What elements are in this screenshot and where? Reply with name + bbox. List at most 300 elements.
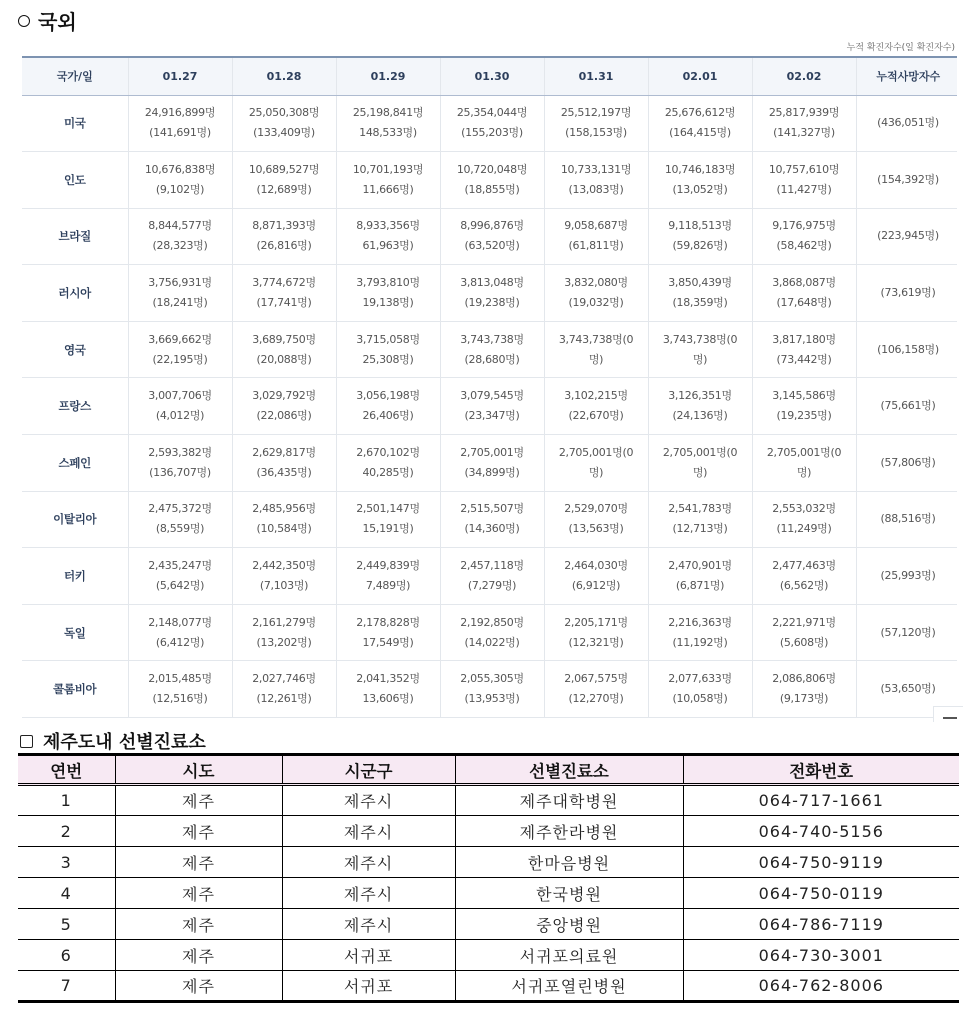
cumulative-deaths: (106,158명) (856, 321, 957, 378)
cumulative-cases: 2,475,372명 (148, 502, 212, 516)
daily-new-cases: (136,707명) (149, 465, 211, 479)
column-header: 국가/일 (22, 57, 128, 95)
column-header: 02.01 (648, 57, 752, 95)
province: 제주 (115, 940, 282, 971)
daily-cases-cell (232, 208, 336, 265)
daily-new-cases: (6,412명) (155, 635, 205, 649)
daily-new-cases: (12,689명) (256, 182, 312, 196)
daily-cases-cell (544, 321, 648, 378)
daily-cases-cell (336, 95, 440, 152)
daily-new-cases: (24,136명) (672, 409, 728, 423)
cumulative-cases: 2,553,032명 (772, 502, 836, 516)
country-name: 독일 (22, 604, 128, 661)
checkbox-square-icon (20, 735, 33, 748)
province: 제주 (115, 816, 282, 847)
daily-new-cases: (158,153명) (565, 126, 627, 140)
clinic-section-title-text: 제주도내 선별진료소 (43, 732, 206, 753)
daily-new-cases: 15,191명) (362, 522, 414, 536)
daily-cases-cell (128, 604, 232, 661)
cumulative-cases: 2,205,171명 (564, 615, 628, 629)
daily-cases-cell (440, 208, 544, 265)
cumulative-cases: 2,086,806명 (772, 672, 836, 686)
cumulative-cases: 2,705,001명(0 (558, 445, 634, 459)
daily-cases-cell (544, 435, 648, 492)
cumulative-cases: 3,056,198명 (356, 389, 420, 403)
daily-cases-cell (544, 491, 648, 548)
country-name: 인도 (22, 152, 128, 209)
city: 제주시 (282, 816, 455, 847)
cumulative-cases: 24,916,899명 (144, 106, 216, 120)
daily-cases-cell (544, 604, 648, 661)
daily-new-cases: (18,855명) (464, 182, 520, 196)
section-title-overseas (18, 6, 77, 35)
daily-new-cases: (7,279명) (467, 579, 517, 593)
daily-new-cases: (22,195명) (152, 352, 208, 366)
daily-cases-cell (336, 604, 440, 661)
cumulative-cases: 8,871,393명 (252, 219, 316, 233)
cumulative-cases: 10,720,048명 (456, 162, 528, 176)
daily-new-cases: (17,741명) (256, 296, 312, 310)
table-row (22, 265, 957, 322)
overseas-cases-table (22, 56, 957, 718)
daily-cases-cell (232, 661, 336, 718)
cumulative-cases: 25,354,044명 (456, 106, 528, 120)
cumulative-cases: 2,442,350명 (252, 559, 316, 573)
daily-cases-cell (128, 435, 232, 492)
cumulative-cases: 2,705,001명 (460, 445, 524, 459)
daily-new-cases: 명) (796, 465, 812, 479)
cumulative-cases: 10,746,183명 (664, 162, 736, 176)
clinic-column-header: 연번 (18, 755, 115, 785)
daily-cases-cell (648, 152, 752, 209)
cumulative-deaths: (73,619명) (856, 265, 957, 322)
clinic-name: 한국병원 (455, 878, 683, 909)
table-header-row (22, 57, 957, 95)
cumulative-cases: 2,501,147명 (356, 502, 420, 516)
daily-new-cases: (58,462명) (776, 239, 832, 253)
column-header: 02.02 (752, 57, 856, 95)
phone-number: 064-750-9119 (683, 847, 959, 878)
daily-cases-cell (544, 548, 648, 605)
cumulative-cases: 2,148,077명 (148, 615, 212, 629)
daily-cases-cell (544, 95, 648, 152)
daily-new-cases: 명) (692, 465, 708, 479)
daily-cases-cell (544, 661, 648, 718)
cumulative-deaths: (154,392명) (856, 152, 957, 209)
cumulative-cases: 2,477,463명 (772, 559, 836, 573)
circle-bullet-icon (18, 15, 30, 27)
cumulative-cases: 3,029,792명 (252, 389, 316, 403)
cumulative-cases: 10,701,193명 (352, 162, 424, 176)
clinic-column-header: 시군구 (282, 755, 455, 785)
row-number: 2 (18, 816, 115, 847)
daily-new-cases: 26,406명) (362, 409, 414, 423)
daily-new-cases: (20,088명) (256, 352, 312, 366)
daily-cases-cell (128, 321, 232, 378)
cumulative-cases: 10,689,527명 (248, 162, 320, 176)
row-number: 5 (18, 909, 115, 940)
daily-cases-cell (752, 548, 856, 605)
daily-cases-cell (336, 548, 440, 605)
daily-new-cases: (23,347명) (464, 409, 520, 423)
daily-cases-cell (648, 491, 752, 548)
table-row (22, 604, 957, 661)
table-row (22, 152, 957, 209)
daily-cases-cell (648, 208, 752, 265)
cumulative-cases: 3,832,080명 (564, 276, 628, 290)
cumulative-cases: 2,192,850명 (460, 615, 524, 629)
daily-cases-cell (752, 152, 856, 209)
daily-cases-cell (440, 265, 544, 322)
city: 제주시 (282, 785, 455, 816)
daily-new-cases: (13,083명) (568, 182, 624, 196)
daily-cases-cell (752, 604, 856, 661)
cumulative-deaths: (57,120명) (856, 604, 957, 661)
clinic-row (18, 847, 959, 878)
daily-new-cases: (12,321명) (568, 635, 624, 649)
daily-new-cases: (10,584명) (256, 522, 312, 536)
city: 제주시 (282, 878, 455, 909)
phone-number: 064-750-0119 (683, 878, 959, 909)
cumulative-cases: 3,689,750명 (252, 332, 316, 346)
daily-new-cases: (5,608명) (779, 635, 829, 649)
clinic-row (18, 878, 959, 909)
city: 제주시 (282, 847, 455, 878)
daily-cases-cell (128, 548, 232, 605)
daily-new-cases: (26,816명) (256, 239, 312, 253)
cumulative-cases: 2,457,118명 (460, 559, 524, 573)
daily-new-cases: (73,442명) (776, 352, 832, 366)
daily-new-cases: (141,327명) (773, 126, 835, 140)
cumulative-cases: 2,529,070명 (564, 502, 628, 516)
cumulative-cases: 3,868,087명 (772, 276, 836, 290)
cumulative-cases: 2,705,001명(0 (766, 445, 842, 459)
cumulative-cases: 25,050,308명 (248, 106, 320, 120)
clinic-row (18, 940, 959, 971)
cumulative-cases: 2,015,485명 (148, 672, 212, 686)
cumulative-cases: 2,485,956명 (252, 502, 316, 516)
table-row (22, 208, 957, 265)
daily-new-cases: (19,238명) (464, 296, 520, 310)
daily-cases-cell (232, 491, 336, 548)
column-header: 01.28 (232, 57, 336, 95)
cumulative-cases: 3,007,706명 (148, 389, 212, 403)
cumulative-cases: 2,629,817명 (252, 445, 316, 459)
daily-new-cases: (13,953명) (464, 692, 520, 706)
table-row (22, 378, 957, 435)
daily-cases-cell (128, 95, 232, 152)
country-name: 영국 (22, 321, 128, 378)
province: 제주 (115, 847, 282, 878)
daily-cases-cell (648, 265, 752, 322)
daily-new-cases: (11,192명) (672, 635, 728, 649)
daily-new-cases: 40,285명) (362, 465, 414, 479)
cumulative-cases: 2,077,633명 (668, 672, 732, 686)
daily-new-cases: (22,086명) (256, 409, 312, 423)
daily-new-cases: (11,427명) (776, 182, 832, 196)
daily-cases-cell (648, 435, 752, 492)
province: 제주 (115, 909, 282, 940)
city: 서귀포 (282, 940, 455, 971)
daily-new-cases: (12,261명) (256, 692, 312, 706)
daily-cases-cell (128, 265, 232, 322)
daily-cases-cell (752, 95, 856, 152)
column-header: 01.31 (544, 57, 648, 95)
daily-new-cases: (28,323명) (152, 239, 208, 253)
daily-cases-cell (752, 378, 856, 435)
cumulative-cases: 10,757,610명 (768, 162, 840, 176)
daily-new-cases: (10,058명) (672, 692, 728, 706)
daily-new-cases: (155,203명) (461, 126, 523, 140)
daily-new-cases: (14,360명) (464, 522, 520, 536)
clinic-name: 중앙병원 (455, 909, 683, 940)
daily-new-cases: (5,642명) (155, 579, 205, 593)
daily-new-cases: (36,435명) (256, 465, 312, 479)
cumulative-deaths: (223,945명) (856, 208, 957, 265)
column-header: 01.27 (128, 57, 232, 95)
daily-cases-cell (232, 321, 336, 378)
phone-number: 064-730-3001 (683, 940, 959, 971)
daily-new-cases: (9,102명) (155, 182, 205, 196)
daily-cases-cell (648, 95, 752, 152)
daily-cases-cell (752, 661, 856, 718)
daily-new-cases: 명) (588, 465, 604, 479)
cumulative-cases: 25,198,841명 (352, 106, 424, 120)
cumulative-cases: 8,933,356명 (356, 219, 420, 233)
cumulative-cases: 9,058,687명 (564, 219, 628, 233)
cumulative-cases: 9,176,975명 (772, 219, 836, 233)
daily-new-cases: (12,713명) (672, 522, 728, 536)
daily-new-cases: 13,606명) (362, 692, 414, 706)
daily-cases-cell (128, 152, 232, 209)
cumulative-cases: 3,850,439명 (668, 276, 732, 290)
cumulative-cases: 3,715,058명 (356, 332, 420, 346)
daily-new-cases: (59,826명) (672, 239, 728, 253)
cumulative-cases: 9,118,513명 (668, 219, 732, 233)
daily-new-cases: 61,963명) (362, 239, 414, 253)
overseas-cases-table-container[interactable] (22, 56, 957, 718)
country-name: 미국 (22, 95, 128, 152)
row-number: 1 (18, 785, 115, 816)
country-name: 프랑스 (22, 378, 128, 435)
daily-cases-cell (648, 321, 752, 378)
daily-new-cases: (19,235명) (776, 409, 832, 423)
cumulative-cases: 2,221,971명 (772, 615, 836, 629)
cumulative-cases: 3,079,545명 (460, 389, 524, 403)
row-number: 7 (18, 971, 115, 1002)
clinic-column-header: 시도 (115, 755, 282, 785)
cumulative-cases: 3,126,351명 (668, 389, 732, 403)
cumulative-cases: 3,145,586명 (772, 389, 836, 403)
daily-new-cases: (34,899명) (464, 465, 520, 479)
table-row (22, 548, 957, 605)
daily-cases-cell (544, 265, 648, 322)
daily-cases-cell (544, 152, 648, 209)
daily-new-cases: (19,032명) (568, 296, 624, 310)
cumulative-cases: 3,669,662명 (148, 332, 212, 346)
daily-new-cases: 11,666명) (362, 182, 414, 196)
column-header: 누적사망자수 (856, 57, 957, 95)
column-header: 01.29 (336, 57, 440, 95)
cumulative-cases: 2,705,001명(0 (662, 445, 738, 459)
phone-number: 064-762-8006 (683, 971, 959, 1002)
daily-new-cases: (141,691명) (149, 126, 211, 140)
daily-cases-cell (232, 548, 336, 605)
daily-new-cases: (12,270명) (568, 692, 624, 706)
daily-new-cases: 7,489명) (365, 579, 411, 593)
daily-new-cases: (6,562명) (779, 579, 829, 593)
clinic-row (18, 971, 959, 1002)
table-row (22, 661, 957, 718)
cumulative-deaths: (436,051명) (856, 95, 957, 152)
daily-cases-cell (648, 661, 752, 718)
daily-new-cases: (12,516명) (152, 692, 208, 706)
clinic-row (18, 816, 959, 847)
clinic-name: 서귀포열린병원 (455, 971, 683, 1002)
daily-new-cases: (8,559명) (155, 522, 205, 536)
cumulative-cases: 25,676,612명 (664, 106, 736, 120)
clinic-row (18, 785, 959, 816)
cumulative-cases: 2,067,575명 (564, 672, 628, 686)
daily-cases-cell (128, 661, 232, 718)
cumulative-cases: 10,733,131명 (560, 162, 632, 176)
daily-cases-cell (128, 208, 232, 265)
cumulative-cases: 3,756,931명 (148, 276, 212, 290)
column-header: 01.30 (440, 57, 544, 95)
daily-cases-cell (232, 378, 336, 435)
cumulative-cases: 3,817,180명 (772, 332, 836, 346)
daily-cases-cell (440, 548, 544, 605)
table-row (22, 435, 957, 492)
cumulative-cases: 3,743,738명 (460, 332, 524, 346)
clinic-table (18, 753, 959, 1003)
table-row (22, 491, 957, 548)
daily-cases-cell (336, 208, 440, 265)
cumulative-cases: 2,515,507명 (460, 502, 524, 516)
daily-cases-cell (544, 378, 648, 435)
cumulative-cases: 2,161,279명 (252, 615, 316, 629)
cumulative-deaths: (25,993명) (856, 548, 957, 605)
daily-cases-cell (752, 435, 856, 492)
daily-cases-cell (128, 491, 232, 548)
daily-new-cases: 17,549명) (362, 635, 414, 649)
daily-cases-cell (440, 95, 544, 152)
cumulative-cases: 8,844,577명 (148, 219, 212, 233)
daily-cases-cell (648, 548, 752, 605)
daily-new-cases: 19,138명) (362, 296, 414, 310)
table-row (22, 321, 957, 378)
row-number: 4 (18, 878, 115, 909)
cumulative-deaths: (57,806명) (856, 435, 957, 492)
clinic-column-header: 전화번호 (683, 755, 959, 785)
daily-new-cases: (9,173명) (779, 692, 829, 706)
daily-cases-cell (336, 491, 440, 548)
daily-cases-cell (336, 378, 440, 435)
table-row (22, 95, 957, 152)
cumulative-cases: 8,996,876명 (460, 219, 524, 233)
cumulative-cases: 3,793,810명 (356, 276, 420, 290)
daily-cases-cell (232, 95, 336, 152)
country-name: 터키 (22, 548, 128, 605)
phone-number: 064-740-5156 (683, 816, 959, 847)
daily-new-cases: (22,670명) (568, 409, 624, 423)
cumulative-cases: 3,813,048명 (460, 276, 524, 290)
cumulative-cases: 2,027,746명 (252, 672, 316, 686)
daily-new-cases: (133,409명) (253, 126, 315, 140)
clinic-name: 제주한라병원 (455, 816, 683, 847)
section-title-text: 국외 (38, 10, 77, 34)
cumulative-cases: 2,041,352명 (356, 672, 420, 686)
daily-cases-cell (232, 435, 336, 492)
daily-cases-cell (752, 265, 856, 322)
daily-cases-cell (232, 265, 336, 322)
cumulative-cases: 2,435,247명 (148, 559, 212, 573)
daily-new-cases: (6,912명) (571, 579, 621, 593)
daily-cases-cell (232, 152, 336, 209)
daily-cases-cell (336, 152, 440, 209)
daily-cases-cell (128, 378, 232, 435)
cumulative-cases: 2,464,030명 (564, 559, 628, 573)
daily-new-cases: (13,202명) (256, 635, 312, 649)
country-name: 브라질 (22, 208, 128, 265)
daily-cases-cell (336, 661, 440, 718)
daily-new-cases: 명) (588, 352, 604, 366)
province: 제주 (115, 971, 282, 1002)
province: 제주 (115, 785, 282, 816)
daily-cases-cell (752, 491, 856, 548)
cumulative-cases: 2,470,901명 (668, 559, 732, 573)
cumulative-deaths: (88,516명) (856, 491, 957, 548)
daily-new-cases: (164,415명) (669, 126, 731, 140)
daily-cases-cell (752, 208, 856, 265)
cumulative-cases: 25,817,939명 (768, 106, 840, 120)
clinic-name: 서귀포의료원 (455, 940, 683, 971)
cumulative-cases: 3,774,672명 (252, 276, 316, 290)
province: 제주 (115, 878, 282, 909)
cumulative-cases: 3,743,738명(0 (662, 332, 738, 346)
daily-new-cases: (13,563명) (568, 522, 624, 536)
cumulative-deaths: (75,661명) (856, 378, 957, 435)
daily-cases-cell (336, 265, 440, 322)
daily-cases-cell (752, 321, 856, 378)
cumulative-cases: 2,541,783명 (668, 502, 732, 516)
daily-new-cases: (18,359명) (672, 296, 728, 310)
daily-cases-cell (648, 604, 752, 661)
phone-number: 064-717-1661 (683, 785, 959, 816)
daily-new-cases: (4,012명) (155, 409, 205, 423)
daily-cases-cell (440, 604, 544, 661)
cumulative-deaths: (53,650명) (856, 661, 957, 718)
daily-cases-cell (440, 435, 544, 492)
daily-cases-cell (336, 321, 440, 378)
daily-new-cases: (63,520명) (464, 239, 520, 253)
daily-new-cases: 25,308명) (362, 352, 414, 366)
daily-cases-cell (440, 378, 544, 435)
cumulative-cases: 2,216,363명 (668, 615, 732, 629)
clinic-header-row (18, 755, 959, 785)
row-number: 3 (18, 847, 115, 878)
daily-new-cases: (14,022명) (464, 635, 520, 649)
daily-cases-cell (648, 378, 752, 435)
daily-cases-cell (232, 604, 336, 661)
daily-new-cases: 148,533명) (359, 126, 417, 140)
cumulative-cases: 3,102,215명 (564, 389, 628, 403)
cumulative-cases: 2,055,305명 (460, 672, 524, 686)
daily-new-cases: (28,680명) (464, 352, 520, 366)
cumulative-cases: 2,593,382명 (148, 445, 212, 459)
country-name: 러시아 (22, 265, 128, 322)
scroll-top-button[interactable] (933, 706, 963, 722)
